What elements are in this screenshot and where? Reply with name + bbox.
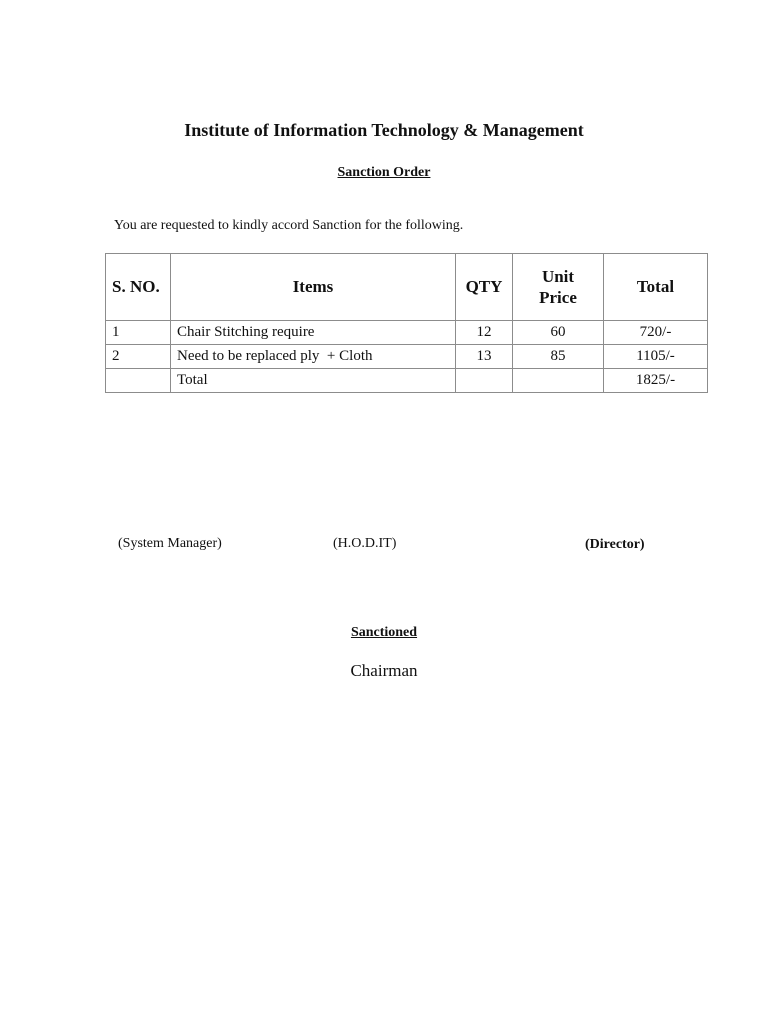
request-text: You are requested to kindly accord Sanction for the following. [114, 218, 464, 233]
cell-grand-total: 1825/- [604, 369, 708, 393]
cell-item: Need to be replaced ply + Cloth [171, 345, 456, 369]
table-row [106, 321, 708, 345]
header-unit-price-line2: Price [539, 288, 577, 307]
table-header-row [106, 254, 708, 321]
table-total-row [106, 369, 708, 393]
header-unit-price [513, 254, 604, 321]
header-qty: QTY [456, 254, 513, 321]
header-total: Total [604, 254, 708, 321]
document-title: Sanction Order [337, 165, 431, 180]
cell-item: Total [171, 369, 456, 393]
cell-total: 720/- [604, 321, 708, 345]
chairman-label: Chairman [350, 661, 418, 680]
cell-unit-price: 60 [513, 321, 604, 345]
table-row [106, 345, 708, 369]
cell-sno: 2 [106, 345, 171, 369]
cell-qty [456, 369, 513, 393]
signature-director: (Director) [585, 537, 645, 552]
cell-qty: 13 [456, 345, 513, 369]
sanctioned-label: Sanctioned [350, 625, 418, 640]
cell-total: 1105/- [604, 345, 708, 369]
cell-sno: 1 [106, 321, 171, 345]
header-items: Items [171, 254, 456, 321]
header-unit-price-line1: Unit [541, 267, 575, 286]
sanction-items-table [105, 253, 708, 393]
cell-unit-price: 85 [513, 345, 604, 369]
cell-sno [106, 369, 171, 393]
signature-hod: (H.O.D.IT) [333, 536, 397, 551]
institute-name: Institute of Information Technology & Management [184, 120, 584, 140]
cell-item: Chair Stitching require [171, 321, 456, 345]
cell-unit-price [513, 369, 604, 393]
cell-qty: 12 [456, 321, 513, 345]
header-sno: S. NO. [106, 254, 171, 321]
signature-system-manager: (System Manager) [118, 536, 222, 551]
